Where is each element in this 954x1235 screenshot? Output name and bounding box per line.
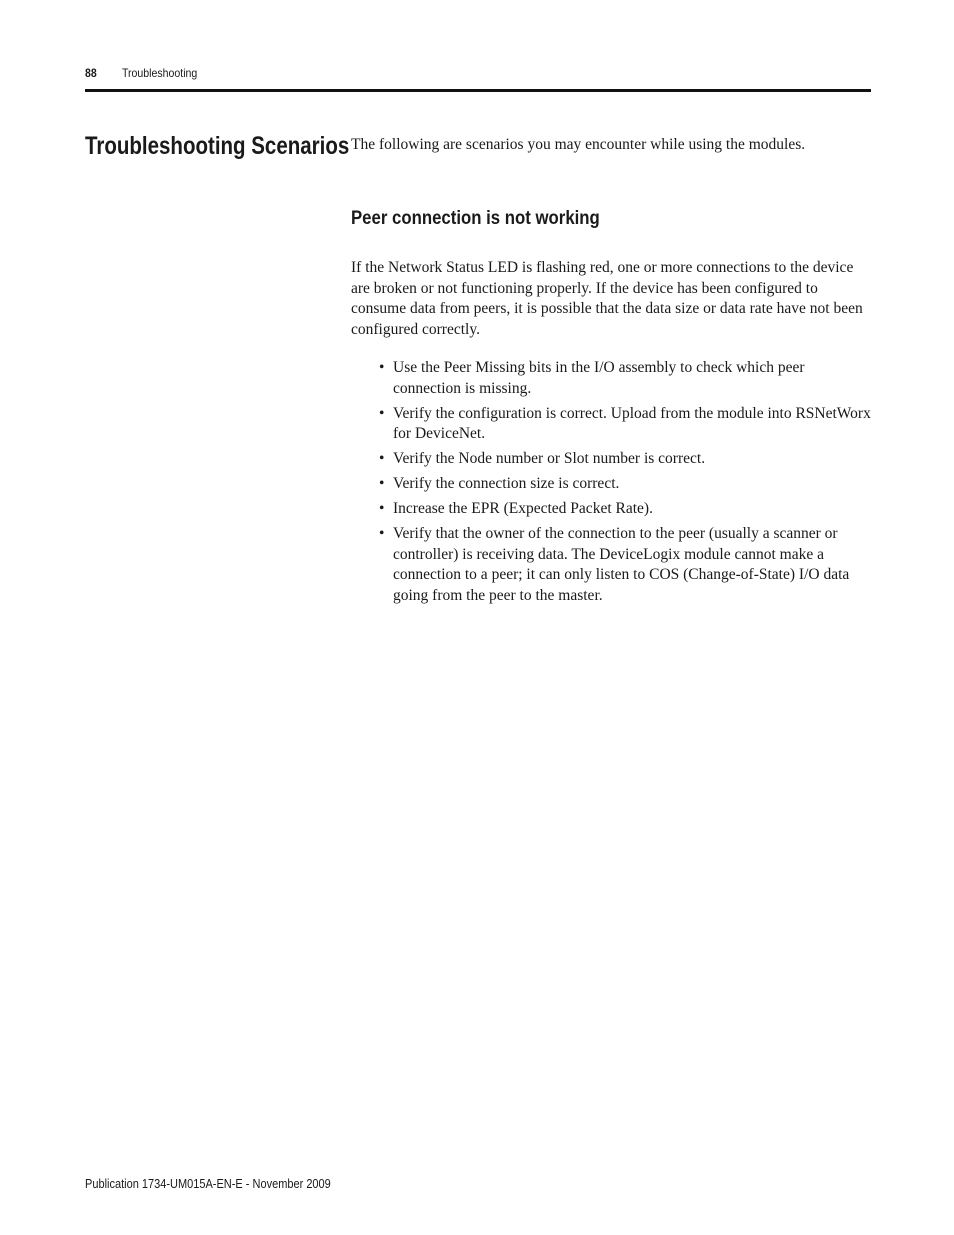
main-content (351, 135, 871, 611)
list-item-text: Increase the EPR (Expected Packet Rate). (393, 500, 653, 517)
list-item-text: Verify the configuration is correct. Upload from the module into RSNetWorx for DeviceNet. (393, 404, 871, 442)
list-item (379, 404, 871, 445)
page-number: 88 (85, 66, 97, 80)
intro-paragraph: The following are scenarios you may encounter while using the modules. (351, 136, 806, 153)
list-item-text: Verify the connection size is correct. (393, 475, 620, 492)
list-item (379, 524, 871, 606)
list-item-text: Verify the Node number or Slot number is correct. (393, 450, 706, 467)
section-title: Troubleshooting Scenarios (85, 132, 350, 160)
list-item (379, 499, 871, 520)
publication-footer: Publication 1734-UM015A-EN-E - November 2009 (85, 1177, 331, 1191)
running-header (85, 66, 197, 80)
header-rule (85, 89, 871, 92)
list-item (379, 358, 871, 399)
list-item (379, 474, 871, 495)
list-item-text: Verify that the owner of the connection to the peer (usually a scanner or controller) is receiving data. The DeviceLogix module cannot make a connection to a peer; it can only listen to COS (Change-of-State) I/O data going from the peer to the master. (393, 525, 850, 604)
bullet-icon: • (379, 450, 385, 467)
bullet-icon: • (379, 359, 385, 376)
list-item (379, 449, 871, 470)
bullet-list (351, 358, 871, 606)
list-item-text: Use the Peer Missing bits in the I/O assembly to check which peer connection is missing. (393, 359, 805, 397)
body-paragraph: If the Network Status LED is flashing red, one or more connections to the device are broken or not functioning properly. If the device has been configured to consume data from peers, it is possible that the data size or data rate have not been configured correctly. (351, 259, 863, 338)
bullet-icon: • (379, 525, 385, 542)
subsection-title: Peer connection is not working (351, 206, 600, 229)
chapter-name: Troubleshooting (121, 66, 198, 80)
bullet-icon: • (379, 475, 385, 492)
bullet-icon: • (379, 500, 385, 517)
bullet-icon: • (379, 404, 385, 422)
